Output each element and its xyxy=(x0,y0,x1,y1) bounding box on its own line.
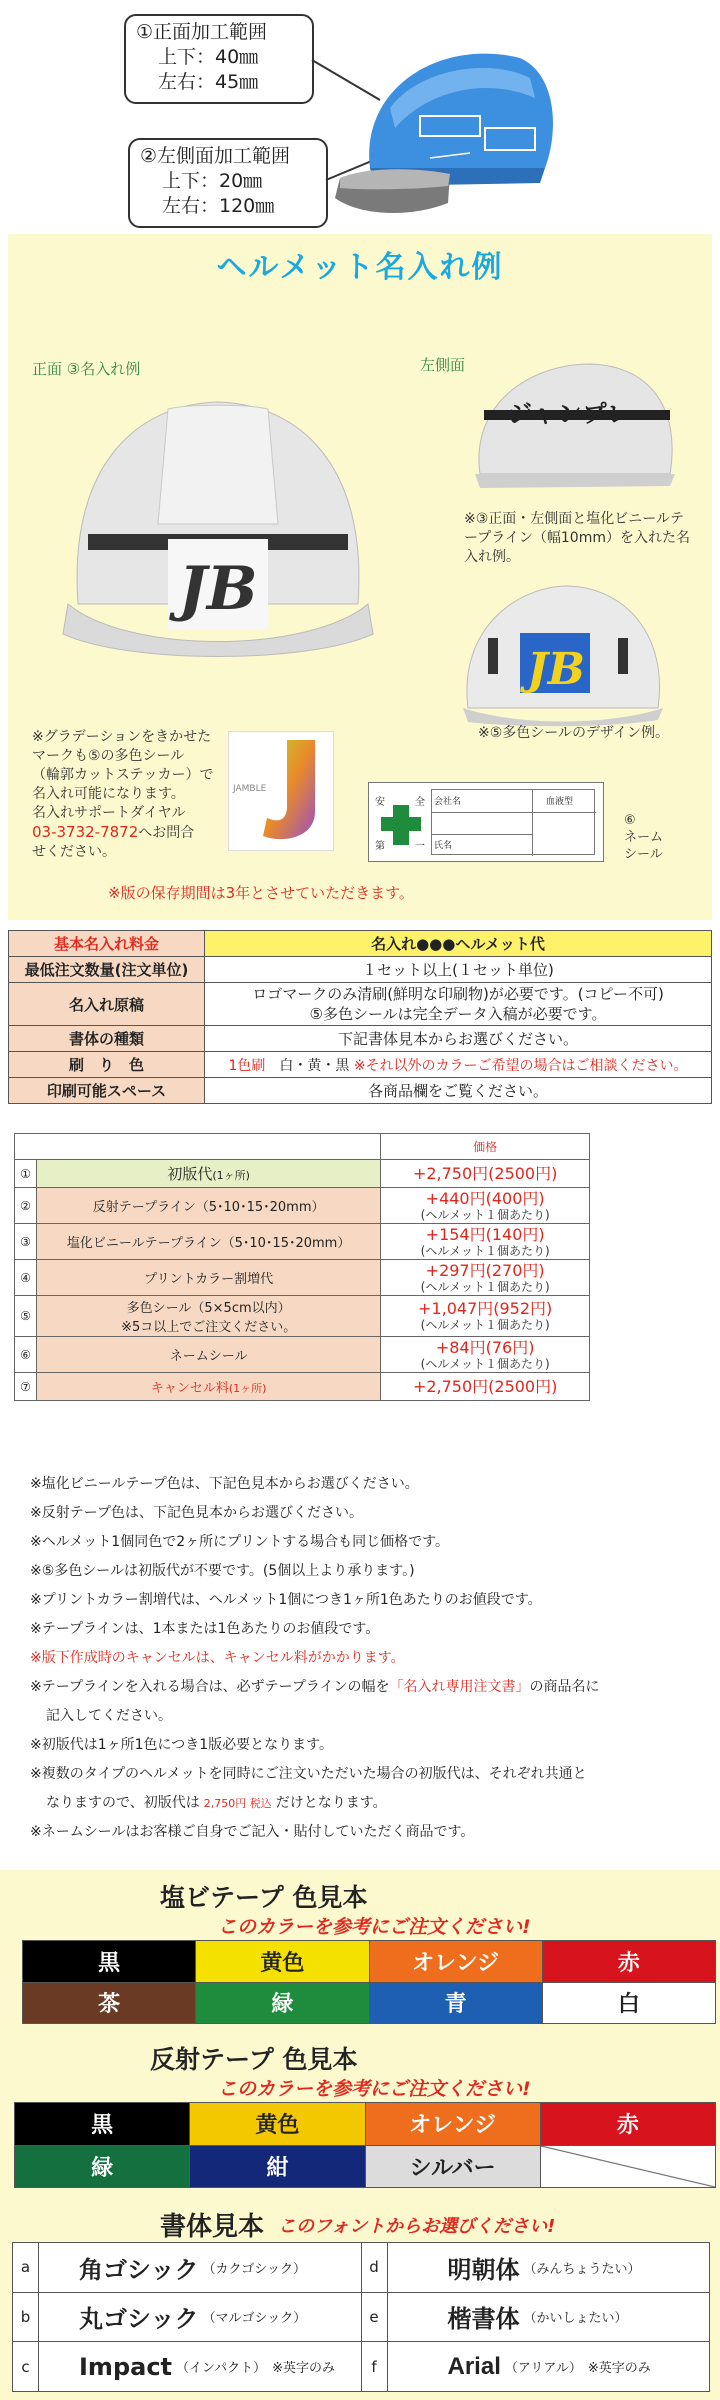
callout-line: 左右：120㎜ xyxy=(162,195,275,217)
item-label: キャンセル料 xyxy=(150,1381,229,1396)
row-price xyxy=(381,1373,590,1401)
price-value: +1,047円(952円) xyxy=(418,1299,553,1318)
color-swatch: シルバー xyxy=(366,2146,540,2188)
note-line: ※版下作成時のキャンセルは、キャンセル料がかかります。 xyxy=(30,1650,405,1666)
pvc-title: 塩ビテープ 色見本 xyxy=(160,1883,368,1912)
row-header: 基本名入れ料金 xyxy=(9,931,205,957)
font-name: 丸ゴシック xyxy=(79,2305,199,2334)
item-label: ネームシール xyxy=(169,1349,248,1364)
font-name: Arial xyxy=(447,2352,501,2380)
table-row xyxy=(9,957,712,983)
font-name: 楷書体 xyxy=(447,2304,520,2334)
callout-line: 上下：20㎜ xyxy=(162,170,263,192)
note-line: ※テープラインを入れる場合は、必ずテープラインの幅を「名入れ専用注文書」の商品名に xyxy=(30,1679,600,1695)
reflective-title: 反射テープ 色見本 xyxy=(150,2045,358,2074)
font-note: ※英字のみ xyxy=(272,2361,336,2377)
row-number: ⑥ xyxy=(15,1337,37,1373)
table-row xyxy=(15,1337,590,1373)
color-swatch: 白 xyxy=(543,1983,715,2024)
safety-cross-icon xyxy=(375,791,425,855)
item-label: プリントカラー割増代 xyxy=(144,1272,274,1287)
svg-text:JB: JB xyxy=(526,644,586,695)
font-key: a xyxy=(13,2243,39,2292)
row-value: １セット以上(１セット単位) xyxy=(205,957,712,983)
font-reading: （みんちょうたい） xyxy=(523,2261,641,2277)
font-sample-grid xyxy=(12,2242,710,2392)
table-row xyxy=(9,931,712,957)
pvc-subtitle: このカラーを参考にご注文ください! xyxy=(218,1916,531,1938)
name-seal-image xyxy=(368,782,604,862)
gradient-note-line: マークも⑤の多色シール xyxy=(32,748,185,764)
phone-suffix: せください。 xyxy=(32,844,116,860)
row-header: 最低注文数量(注文単位) xyxy=(9,957,205,983)
row-value: 名入れ●●●ヘルメット代 xyxy=(205,931,712,957)
callout-line: 左右：45㎜ xyxy=(158,71,259,93)
price-note: (ヘルメット１個あたり) xyxy=(420,1279,550,1294)
white-helmet-seal-image xyxy=(458,578,668,728)
support-phone[interactable]: 03-3732-7872 xyxy=(32,823,139,841)
front-area-callout xyxy=(124,14,314,104)
price-note: (ヘルメット１個あたり) xyxy=(420,1243,550,1258)
row-item xyxy=(36,1296,380,1337)
gradient-note-line: ※グラデーションをきかせた xyxy=(32,729,212,745)
phone-suffix: へお問合 xyxy=(138,825,195,841)
item-label: 初版代 xyxy=(167,1165,213,1183)
pvc-color-grid xyxy=(22,1940,716,2024)
table-row xyxy=(9,983,712,1026)
color-swatch: オレンジ xyxy=(366,2103,540,2145)
price-value: +154円(140円) xyxy=(425,1224,545,1244)
table-row xyxy=(9,1078,712,1104)
row-price xyxy=(381,1188,590,1224)
table-row xyxy=(9,1052,712,1078)
row-price xyxy=(381,1337,590,1373)
row-item xyxy=(36,1373,380,1401)
reflective-subtitle: このカラーを参考にご注文ください! xyxy=(218,2078,531,2100)
row-header: 書体の種類 xyxy=(9,1026,205,1052)
gradient-note xyxy=(32,728,242,862)
item-label: 塩化ビニールテープライン（5･10･15･20mm） xyxy=(66,1236,351,1251)
side-area-callout xyxy=(128,138,328,228)
row-item xyxy=(36,1188,380,1224)
row-value xyxy=(205,983,712,1026)
table-row xyxy=(15,1224,590,1260)
fonts-subtitle: このフォントからお選びください! xyxy=(278,2216,556,2237)
seal-char: 安 xyxy=(375,797,385,808)
reflective-color-grid xyxy=(14,2102,716,2188)
row-price xyxy=(381,1224,590,1260)
note-line: ※反射テープ色は、下記色見本からお選びください。 xyxy=(30,1505,364,1521)
font-sample xyxy=(362,2293,710,2342)
callout-title: ①正面加工範囲 xyxy=(136,21,268,43)
price-value: +440円(400円) xyxy=(425,1188,545,1208)
row-value-line: ⑤多色シールは完全データ入稿が必要です。 xyxy=(309,1005,607,1023)
color-swatch: 黒 xyxy=(23,1941,195,1982)
font-name: 明朝体 xyxy=(447,2254,520,2284)
font-sample xyxy=(362,2243,710,2292)
color-swatch: 茶 xyxy=(23,1983,195,2024)
seal-fields xyxy=(431,789,595,855)
left-side-label: 左側面 xyxy=(420,356,466,374)
row-number: ① xyxy=(15,1160,37,1188)
row-value: 各商品欄をご覧ください。 xyxy=(205,1078,712,1104)
row-item xyxy=(36,1224,380,1260)
color-samples-section xyxy=(0,1870,720,2400)
note-line: ※複数のタイプのヘルメットを同時にご注文いただいた場合の初版代は、それぞれ共通と xyxy=(30,1766,587,1782)
row-header: 名入れ原稿 xyxy=(9,983,205,1026)
item-sub: (1ヶ所) xyxy=(228,1382,267,1395)
row-value-line: ロゴマークのみ清刷(鮮明な印刷物)が必要です。(コピー不可) xyxy=(252,985,664,1003)
table-row xyxy=(15,1260,590,1296)
name-seal-caption xyxy=(624,812,663,863)
row-number: ③ xyxy=(15,1224,37,1260)
jampre-print: ジャンプレ xyxy=(508,400,632,428)
seal-field-label: 氏名 xyxy=(434,841,453,851)
row-number: ④ xyxy=(15,1260,37,1296)
font-name: 角ゴシック xyxy=(79,2255,199,2284)
note-line: ※⑤多色シールは初版代が不要です。(5個以上より承ります。) xyxy=(30,1563,415,1579)
font-reading: （カクゴシック） xyxy=(202,2261,307,2277)
note-line: ※塩化ビニールテープ色は、下記色見本からお選びください。 xyxy=(30,1476,419,1492)
font-sample xyxy=(362,2342,710,2391)
section-title: ヘルメット名入れ例 xyxy=(216,250,504,285)
row-header: 印刷可能スペース xyxy=(9,1078,205,1104)
basic-pricing-table xyxy=(8,930,712,1104)
note-line: ※初版代は1ヶ所1色につき1版必要となります。 xyxy=(30,1737,334,1753)
price-value: +297円(270円) xyxy=(425,1260,545,1280)
row-header: 刷 り 色 xyxy=(9,1052,205,1078)
table-row xyxy=(15,1296,590,1337)
color-swatch: 緑 xyxy=(196,1983,368,2024)
svg-text:JB: JB xyxy=(178,554,258,624)
note-line: なりますので、初版代は 2,750円 税込 だけとなります。 xyxy=(46,1795,387,1811)
note-line: ※ヘルメット1個同色で2ヶ所にプリントする場合も同じ価格です。 xyxy=(30,1534,450,1550)
price-note: (ヘルメット１個あたり) xyxy=(420,1318,550,1332)
empty-swatch xyxy=(541,2146,715,2188)
color-swatch: 青 xyxy=(370,1983,542,2024)
color-swatch: 黄色 xyxy=(196,1941,368,1982)
font-key: c xyxy=(13,2342,39,2391)
row-item xyxy=(36,1260,380,1296)
font-sample xyxy=(13,2342,361,2391)
price-header: 価格 xyxy=(381,1134,590,1160)
item-sub: (1ヶ所) xyxy=(212,1169,250,1182)
row-number: ⑤ xyxy=(15,1296,37,1337)
table-header-row xyxy=(15,1134,590,1160)
table-row xyxy=(15,1373,590,1401)
seal-char: 一 xyxy=(415,841,425,852)
caption-line: シール xyxy=(624,847,663,862)
color-swatch: 赤 xyxy=(543,1941,715,1982)
white-helmet-front-image xyxy=(48,364,388,684)
row-number: ⑦ xyxy=(15,1373,37,1401)
gradient-note-line: （輪郭カットステッカー）で xyxy=(32,767,214,783)
table-row xyxy=(15,1160,590,1188)
font-reading: （インパクト） xyxy=(176,2361,267,2377)
gradient-note-line: 名入れサポートダイヤル xyxy=(32,805,186,821)
color-swatch: 紺 xyxy=(190,2146,364,2188)
seal-char: 第 xyxy=(375,841,385,852)
name-print-example-section xyxy=(8,234,712,920)
font-sample xyxy=(13,2293,361,2342)
fonts-title: 書体見本 xyxy=(160,2212,265,2242)
item-label: 多色シール（5×5cm以内） xyxy=(126,1301,291,1316)
note-line: ※テープラインは、1本または1色あたりのお値段です。 xyxy=(30,1621,380,1637)
note-line: 記入してください。 xyxy=(46,1708,172,1724)
price-value: +2,750円(2500円) xyxy=(412,1376,558,1396)
gradient-note-line: 名入れ可能になります。 xyxy=(32,786,185,802)
row-item xyxy=(36,1160,380,1188)
color-swatch: 赤 xyxy=(541,2103,715,2145)
color-swatch: 黒 xyxy=(15,2103,189,2145)
price-value: +84円(76円) xyxy=(435,1337,535,1357)
font-name: Impact xyxy=(79,2352,173,2381)
row-price xyxy=(381,1160,590,1188)
front-label: 正面 ③名入れ例 xyxy=(32,360,141,378)
color-swatch: オレンジ xyxy=(370,1941,542,1982)
font-sample xyxy=(13,2243,361,2292)
seal-field-label: 血液型 xyxy=(546,797,574,807)
row-price xyxy=(381,1296,590,1337)
note-five: ※⑤多色シールのデザイン例。 xyxy=(478,725,670,741)
option-price-table xyxy=(14,1133,590,1401)
row-number: ② xyxy=(15,1188,37,1224)
font-reading: （かいしょたい） xyxy=(523,2311,628,2327)
color-swatch: 黄色 xyxy=(190,2103,364,2145)
retention-note: ※版の保存期間は3年とさせていただきます。 xyxy=(108,884,414,902)
row-price xyxy=(381,1260,590,1296)
font-note: ※英字のみ xyxy=(587,2361,651,2377)
item-label: 反射テープライン（5･10･15･20mm） xyxy=(92,1200,325,1215)
notes-list xyxy=(30,1470,710,1847)
caption-line: ネーム xyxy=(624,830,664,845)
color-swatch: 緑 xyxy=(15,2146,189,2188)
top-section xyxy=(0,0,720,232)
table-row xyxy=(9,1026,712,1052)
table-row xyxy=(15,1188,590,1224)
jamble-text: JAMBLE xyxy=(233,784,267,794)
row-value: 1色刷 白・黄・黒 ※それ以外のカラーご希望の場合はご相談ください。 xyxy=(205,1052,712,1078)
note-three: ※③正面・左側面と塩化ビニールテープライン（幅10mm）を入れた名入れ例。 xyxy=(464,511,690,565)
font-reading: （アリアル） xyxy=(504,2361,582,2377)
font-key: e xyxy=(362,2293,388,2342)
note-line: ※ネームシールはお客様ご自身でご記入・貼付していただく商品です。 xyxy=(30,1824,475,1840)
font-reading: （マルゴシック） xyxy=(202,2311,307,2327)
seal-char: 全 xyxy=(415,797,425,808)
font-key: f xyxy=(362,2342,388,2391)
caption-line: ⑥ xyxy=(624,813,636,828)
seal-field-label: 会社名 xyxy=(434,797,462,807)
row-value: 下記書体見本からお選びください。 xyxy=(205,1026,712,1052)
row-item xyxy=(36,1337,380,1373)
callout-line: 上下：40㎜ xyxy=(158,46,259,68)
price-note: (ヘルメット１個あたり) xyxy=(420,1356,550,1371)
font-key: b xyxy=(13,2293,39,2342)
item-sub: ※5コ以上でご注文ください。 xyxy=(121,1320,297,1335)
jamble-logo-image xyxy=(228,731,334,851)
price-note: (ヘルメット１個あたり) xyxy=(420,1207,550,1222)
price-value: +2,750円(2500円) xyxy=(412,1163,558,1183)
blue-helmet-image xyxy=(330,18,560,228)
font-key: d xyxy=(362,2243,388,2292)
callout-title: ②左側面加工範囲 xyxy=(140,145,291,167)
note-line: ※プリントカラー割増代は、ヘルメット1個につき1ヶ所1色あたりのお値段です。 xyxy=(30,1592,542,1608)
